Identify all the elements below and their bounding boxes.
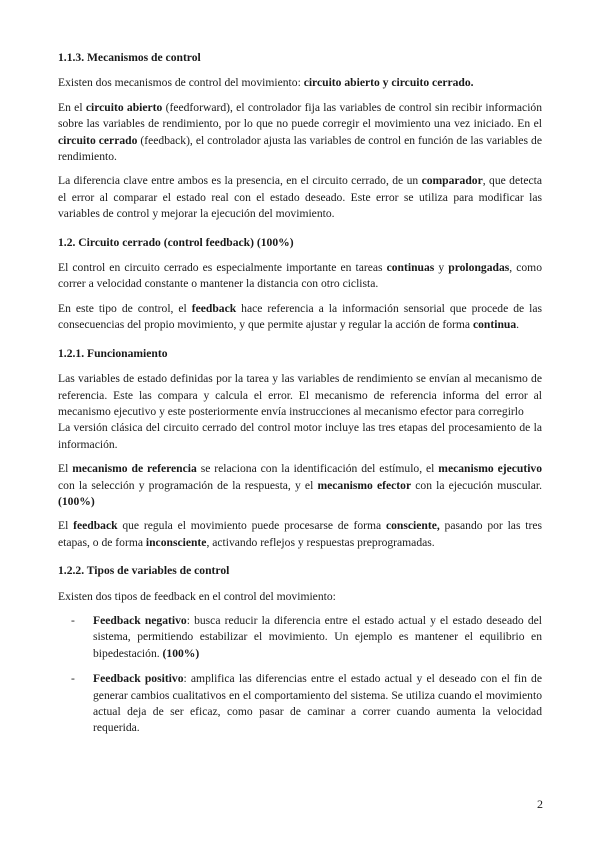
paragraph: En este tipo de control, el feedback hace referencia a la información sensorial que procede de las consecuencias del propio movimiento, y que permite ajustar y regular la acción de forma continua. [58,301,542,332]
paragraph: La diferencia clave entre ambos es la presencia, en el circuito cerrado, de un comparador, que detecta el error al comparar el estado real con el estado deseado. Este error se utiliza para modificar las variables de control y mejorar la ejecución del movimiento. [58,174,542,221]
dash-bullet: - [71,672,75,686]
paragraph: El feedback que regula el movimiento puede procesarse de forma consciente, pasando por las tres etapas, o de forma inconsciente, activando reflejos y respuestas preprogramadas. [58,519,542,549]
section-heading-1-2-2: 1.2.2. Tipos de variables de control [58,564,230,578]
section-heading-1-2-1: 1.2.1. Funcionamiento [58,346,168,360]
list-item: - Feedback positivo: amplifica las diferencias entre el estado actual y el deseado con el fin de generar cambios cualitativos en el comportamiento del sistema. Se utiliza cuando el movimiento actual deja de ser eficaz, como pasar de caminar a correr cuando aumenta la velocidad requerida. [71,672,542,735]
feedback-types-list [58,613,542,737]
page-number: 2 [537,797,543,811]
dash-bullet: - [71,613,75,627]
section-heading-1-1-3: 1.1.3. Mecanismos de control [58,51,201,64]
paragraph: El control en circuito cerrado es especialmente importante en tareas continuas y prolongadas, como correr a velocidad constante o mantener la distancia con otro ciclista. [58,261,542,291]
paragraph: Existen dos mecanismos de control del movimiento: circuito abierto y circuito cerrado. [58,76,474,90]
paragraph: Las variables de estado definidas por la tarea y las variables de rendimiento se envían al mecanismo de referencia. Este las compara y calcula el error. El mecanismo de referencia informa del error al mecanismo ejecutivo y este posteriormente envía instrucciones al mecanismo efector para corregirlo [58,372,542,418]
section-heading-1-2: 1.2. Circuito cerrado (control feedback) (100%) [58,235,294,249]
paragraph: En el circuito abierto (feedforward), el controlador fija las variables de control sin recibir información sobre las variables de rendimiento, por lo que no puede corregir el movimiento una vez iniciado. En el circuito cerrado (feedback), el controlador ajusta las variables de control en función de las variables de rendimiento. [58,100,543,164]
paragraph: La versión clásica del circuito cerrado del control motor incluye las tres etapas del procesamiento de la información. [58,421,542,451]
document-page [58,50,542,746]
paragraph: Existen dos tipos de feedback en el control del movimiento: [58,589,336,603]
list-item: - Feedback negativo: busca reducir la diferencia entre el estado actual y el estado deseado del sistema, permitiendo estabilizar el movimiento. Un ejemplo es mantener el equilibrio en bipedestación. (100%) [71,613,543,660]
paragraph: El mecanismo de referencia se relaciona con la identificación del estímulo, el mecanismo ejecutivo con la selección y programación de la respuesta, y el mecanismo efector con la ejecución muscular. (100%) [58,462,543,508]
